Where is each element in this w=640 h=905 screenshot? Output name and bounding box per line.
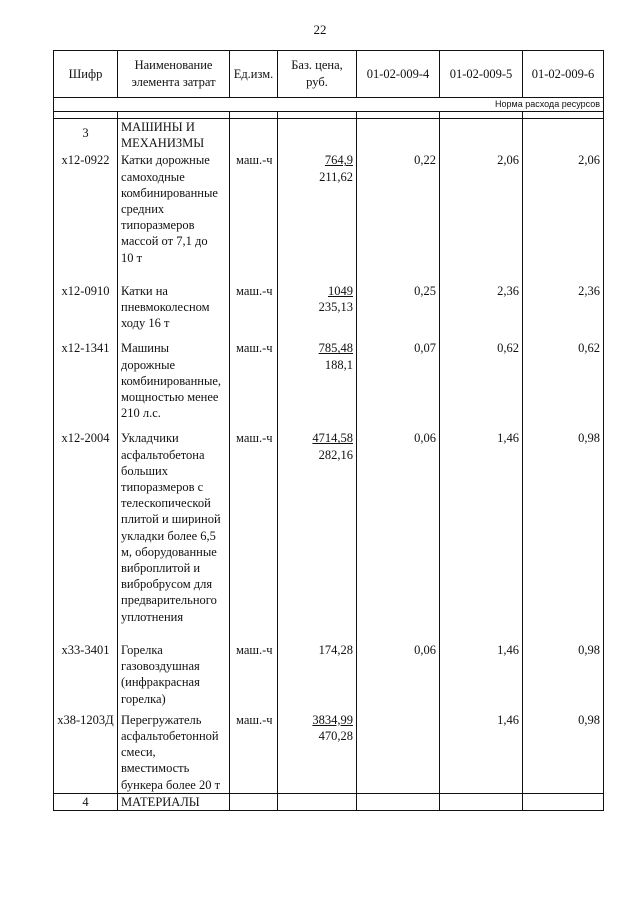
resource-name-line: комбинированные, [121, 373, 222, 388]
resource-name [118, 641, 230, 711]
resource-name-line: асфальтобетона [121, 447, 205, 462]
resource-name-line: 210 л.с. [121, 406, 161, 421]
norm-value-col5: 0,62 [440, 339, 523, 429]
resource-name-line: вибробрусом для [121, 577, 213, 592]
resource-code: х12-0910 [54, 282, 118, 340]
section-3-title: МАШИНЫ И МЕХАНИЗМЫ [118, 119, 230, 152]
norm-value-col4: 0,06 [357, 429, 440, 640]
base-price [278, 339, 357, 429]
norm-value-col4: 0,07 [357, 339, 440, 429]
resource-table [53, 50, 604, 811]
header-name: Наименование элемента затрат [118, 51, 230, 98]
resource-name-line: бункера более 20 т [121, 777, 221, 792]
norm-value-col4: 0,25 [357, 282, 440, 340]
base-price [278, 641, 357, 711]
base-price-sub: 188,1 [324, 357, 353, 372]
resource-name-line: больших [121, 463, 168, 478]
section-3-row [54, 119, 604, 152]
base-price-main: 1049 [328, 283, 353, 298]
resource-unit: маш.-ч [230, 429, 278, 640]
resource-name [118, 282, 230, 340]
norm-value-col5: 2,36 [440, 282, 523, 340]
base-price [278, 151, 357, 281]
norm-value-col6: 2,06 [523, 151, 604, 281]
resource-unit: маш.-ч [230, 282, 278, 340]
resource-name-line: Катки дорожные [121, 153, 210, 168]
header-col5: 01-02-009-5 [440, 51, 523, 98]
resource-unit: маш.-ч [230, 641, 278, 711]
base-price-main: 764,9 [324, 153, 353, 168]
resource-name-line: Перегружатель [121, 712, 202, 727]
resource-name-line: дорожные [121, 357, 176, 372]
resource-name-line: Катки на [121, 283, 168, 298]
resource-name-line: Укладчики [121, 431, 179, 446]
table-row [54, 339, 604, 429]
resource-name [118, 339, 230, 429]
norm-value-col6: 0,62 [523, 339, 604, 429]
resource-unit: маш.-ч [230, 711, 278, 794]
resource-name-line: газовоздушная [121, 659, 200, 674]
base-price-sub: 211,62 [319, 169, 353, 184]
base-price-sub: 470,28 [318, 728, 353, 743]
base-price-sub: 282,16 [318, 447, 353, 462]
header-col6: 01-02-009-6 [523, 51, 604, 98]
resource-code: х12-0922 [54, 151, 118, 281]
table-row [54, 641, 604, 711]
resource-code: х33-3401 [54, 641, 118, 711]
resource-name-line: комбинированные [121, 185, 218, 200]
norm-value-col6: 0,98 [523, 711, 604, 794]
table-body [54, 119, 604, 794]
section-3-number: 3 [54, 119, 118, 152]
header-code: Шифр [54, 51, 118, 98]
norm-value-col5: 1,46 [440, 429, 523, 640]
resource-name-line: уплотнения [121, 609, 184, 624]
resource-unit: маш.-ч [230, 339, 278, 429]
resource-name-line: вместимость [121, 761, 190, 776]
norm-value-col4 [357, 711, 440, 794]
norm-value-col6: 0,98 [523, 641, 604, 711]
norm-caption-row [54, 98, 604, 112]
resource-name-line: смеси, [121, 745, 156, 760]
table-row [54, 429, 604, 640]
table-row [54, 151, 604, 281]
norm-value-col5: 1,46 [440, 641, 523, 711]
resource-name-line: Машины [121, 341, 170, 356]
norm-value-col5: 2,06 [440, 151, 523, 281]
resource-unit: маш.-ч [230, 151, 278, 281]
resource-code: х38-1203Д [54, 711, 118, 794]
norm-value-col4: 0,22 [357, 151, 440, 281]
section-4-title: МАТЕРИАЛЫ [118, 793, 230, 810]
table-row [54, 282, 604, 340]
base-price [278, 711, 357, 794]
spacer-row [54, 112, 604, 119]
resource-name-line: самоходные [121, 169, 185, 184]
resource-name-line: плитой и шириной [121, 512, 221, 527]
resource-name-line: мощностью менее [121, 390, 219, 405]
base-price-sub: 235,13 [318, 300, 353, 315]
base-price [278, 429, 357, 640]
base-price-main: 785,48 [318, 341, 353, 356]
resource-name-line: массой от 7,1 до [121, 234, 208, 249]
resource-code: х12-2004 [54, 429, 118, 640]
header-price: Баз. цена, руб. [278, 51, 357, 98]
resource-name-line: предварительного [121, 593, 217, 608]
resource-name-line: (инфракрасная [121, 675, 200, 690]
resource-name [118, 151, 230, 281]
base-price-main: 174,28 [318, 642, 353, 657]
resource-name-line: м, оборудованные [121, 544, 217, 559]
resource-code: х12-1341 [54, 339, 118, 429]
base-price-main: 4714,58 [312, 431, 353, 446]
norm-value-col4: 0,06 [357, 641, 440, 711]
resource-name-line: горелка) [121, 691, 166, 706]
header-col4: 01-02-009-4 [357, 51, 440, 98]
section-4-row [54, 793, 604, 810]
norm-value-col6: 0,98 [523, 429, 604, 640]
resource-name-line: типоразмеров с [121, 480, 204, 495]
resource-name-line: пневмоколесном [121, 300, 210, 315]
base-price [278, 282, 357, 340]
base-price-main: 3834,99 [312, 712, 353, 727]
resource-name-line: 10 т [121, 250, 143, 265]
section-4-number: 4 [54, 793, 118, 810]
norm-value-col6: 2,36 [523, 282, 604, 340]
resource-name-line: Горелка [121, 642, 163, 657]
resource-name-line: типоразмеров [121, 218, 195, 233]
resource-name-line: асфальтобетонной [121, 728, 219, 743]
resource-name [118, 429, 230, 640]
resource-name-line: телескопической [121, 496, 211, 511]
norm-value-col5: 1,46 [440, 711, 523, 794]
header-unit: Ед.изм. [230, 51, 278, 98]
page-number: 22 [313, 22, 327, 37]
table-row [54, 711, 604, 794]
resource-name-line: укладки более 6,5 [121, 528, 216, 543]
norm-caption: Норма расхода ресурсов [54, 98, 604, 112]
resource-name-line: виброплитой и [121, 561, 201, 576]
resource-name-line: средних [121, 202, 165, 217]
resource-name [118, 711, 230, 794]
resource-name-line: ходу 16 т [121, 316, 170, 331]
header-row [54, 51, 604, 98]
